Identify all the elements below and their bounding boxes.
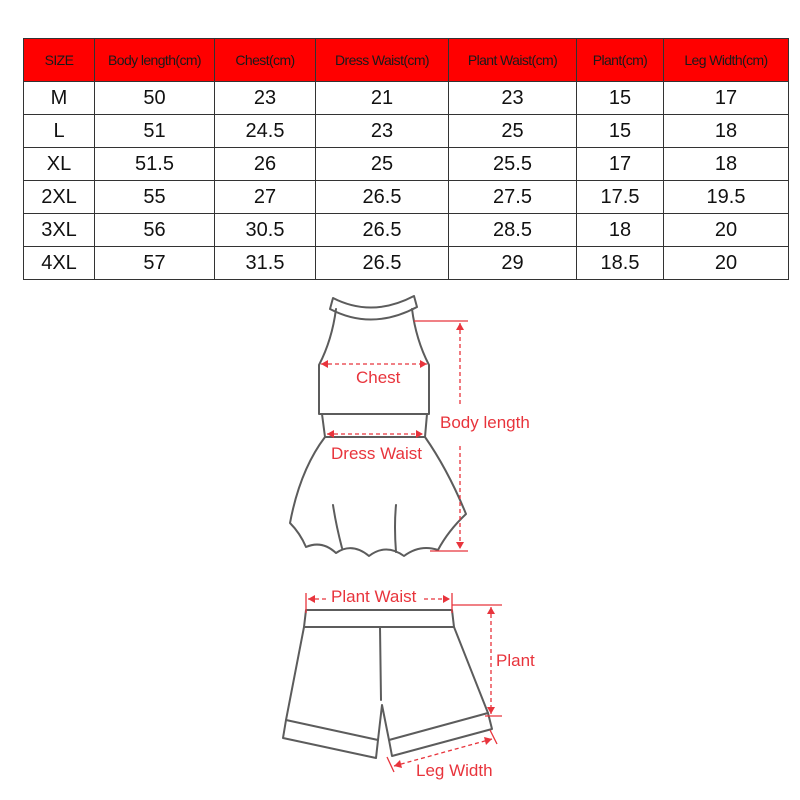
table-cell: 2XL [24,181,95,214]
table-cell: 51.5 [95,148,215,181]
shorts-left-cuff [283,720,378,758]
table-cell: 18 [664,115,789,148]
table-cell: 4XL [24,247,95,280]
body-length-label: Body length [440,413,530,432]
plant-waist-label: Plant Waist [331,587,417,606]
dress-skirt-fold [333,505,342,548]
table-cell: XL [24,148,95,181]
table-cell: 21 [316,82,449,115]
plant-label: Plant [496,651,535,670]
chest-measure [321,360,427,387]
table-cell: 17 [577,148,664,181]
col-header-dress-waist: Dress Waist(cm) [316,39,449,82]
table-cell: 19.5 [664,181,789,214]
col-header-leg-width: Leg Width(cm) [664,39,789,82]
table-cell: 50 [95,82,215,115]
table-cell: 17 [664,82,789,115]
dress-waist-measure [327,430,423,463]
table-cell: 20 [664,247,789,280]
body-length-measure [414,321,530,551]
shorts-illustration [283,610,492,758]
leg-width-left-tick [387,757,394,772]
table-cell: 26.5 [316,214,449,247]
dress-bodice [319,309,429,414]
arrow-down-icon [456,542,464,549]
table-cell: 25 [316,148,449,181]
arrow-up-icon [456,323,464,330]
col-header-chest: Chest(cm) [215,39,316,82]
table-cell: 55 [95,181,215,214]
shorts-right-cuff [389,713,492,756]
table-cell: 51 [95,115,215,148]
table-cell: 30.5 [215,214,316,247]
table-cell: 24.5 [215,115,316,148]
table-cell: 23 [215,82,316,115]
table-cell: 56 [95,214,215,247]
col-header-size: SIZE [24,39,95,82]
table-cell: 26.5 [316,181,449,214]
table-cell: 18 [577,214,664,247]
dress-waist-label: Dress Waist [331,444,422,463]
leg-width-right-tick [490,730,497,744]
col-header-plant: Plant(cm) [577,39,664,82]
col-header-body-length: Body length(cm) [95,39,215,82]
table-cell: 15 [577,82,664,115]
table-cell: 28.5 [449,214,577,247]
table-cell: 15 [577,115,664,148]
table-cell: 29 [449,247,577,280]
table-cell: 26.5 [316,247,449,280]
arrow-left-icon [394,760,402,768]
table-cell: 31.5 [215,247,316,280]
table-cell: 27.5 [449,181,577,214]
table-cell: 17.5 [577,181,664,214]
table-cell: 27 [215,181,316,214]
arrow-right-icon [443,595,450,603]
arrow-right-icon [420,360,427,368]
table-cell: 3XL [24,214,95,247]
table-cell: 26 [215,148,316,181]
table-cell: 25.5 [449,148,577,181]
dress-neck-band [330,296,417,320]
shorts-body [286,627,488,740]
arrow-up-icon [487,607,495,614]
chest-label: Chest [356,368,401,387]
dress-skirt-fold [395,505,396,552]
plant-measure [452,605,535,716]
table-cell: 25 [449,115,577,148]
leg-width-measure [387,730,497,780]
table-cell: 18 [664,148,789,181]
shorts-waistband [304,610,454,627]
table-cell: 23 [449,82,577,115]
table-cell: L [24,115,95,148]
table-cell: M [24,82,95,115]
table-cell: 57 [95,247,215,280]
table-cell: 23 [316,115,449,148]
shorts-center-seam [380,627,381,700]
arrow-right-icon [484,737,492,745]
arrow-left-icon [308,595,315,603]
col-header-plant-waist: Plant Waist(cm) [449,39,577,82]
leg-width-label: Leg Width [416,761,493,780]
table-cell: 20 [664,214,789,247]
table-cell: 18.5 [577,247,664,280]
arrow-left-icon [321,360,328,368]
